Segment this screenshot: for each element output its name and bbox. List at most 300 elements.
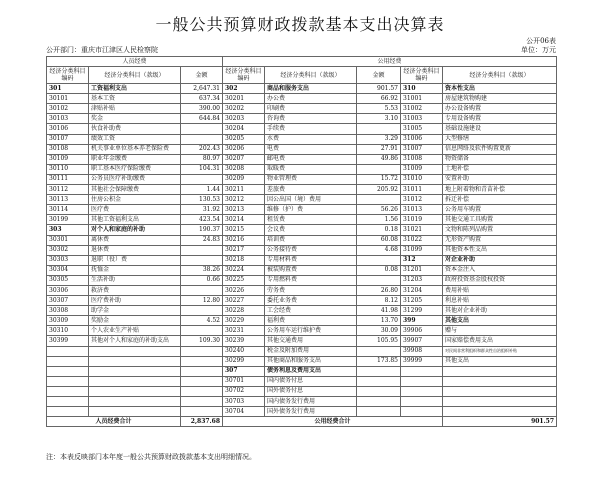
table-row [47, 285, 557, 295]
cell-amount: 109.30 [181, 336, 223, 346]
cell-name: 国内债务发行费用 [265, 397, 357, 407]
cell-name: 被装购置费 [265, 265, 357, 275]
table-row [47, 195, 557, 205]
table-row [47, 134, 557, 144]
cell-code: 30109 [47, 154, 89, 164]
cell-code [47, 366, 89, 376]
col-header-code: 经济分类科目编码 [401, 67, 443, 84]
cell-name: 物资储备 [443, 154, 557, 164]
cell-amount: 0.18 [357, 225, 401, 235]
cell-code: 30215 [223, 225, 265, 235]
cell-amount: 205.92 [357, 185, 401, 195]
cell-name: 土地补偿 [443, 164, 557, 174]
cell-name: 手续费 [265, 124, 357, 134]
cell-amount: 901.57 [357, 84, 401, 94]
cell-code: 30204 [223, 124, 265, 134]
col-header-name: 经济分类科目（款级） [443, 67, 557, 84]
cell-name: 专用设备购置 [443, 114, 557, 124]
cell-code [401, 386, 443, 396]
cell-name: 基本工资 [89, 94, 181, 104]
col-header-name: 经济分类科目（款级） [89, 67, 181, 84]
cell-amount: 12.80 [181, 296, 223, 306]
cell-name: 租赁费 [265, 215, 357, 225]
cell-name [443, 397, 557, 407]
cell-name: 助学金 [89, 306, 181, 316]
cell-name: 住房公积金 [89, 195, 181, 205]
cell-amount [357, 346, 401, 356]
cell-code: 30103 [47, 114, 89, 124]
cell-code: 30231 [223, 326, 265, 336]
table-row [47, 356, 557, 366]
table-row [47, 154, 557, 164]
cell-name: 咨询费 [265, 114, 357, 124]
table-row [47, 215, 557, 225]
cell-name: 维修（护）费 [265, 205, 357, 215]
table-row [47, 94, 557, 104]
table-row [47, 346, 557, 356]
cell-name: 福利费 [265, 316, 357, 326]
table-row [47, 265, 557, 275]
cell-name: 会议费 [265, 225, 357, 235]
cell-amount: 1.44 [181, 185, 223, 195]
cell-code: 31022 [401, 235, 443, 245]
cell-amount [357, 195, 401, 205]
cell-name: 工资福利支出 [89, 84, 181, 94]
cell-name [89, 366, 181, 376]
cell-name: 房屋建筑物购建 [443, 94, 557, 104]
cell-code: 30240 [223, 346, 265, 356]
cell-code: 399 [401, 316, 443, 326]
cell-name [89, 346, 181, 356]
cell-amount: 49.86 [357, 154, 401, 164]
cell-name: 公务接待费 [265, 245, 357, 255]
cell-code: 30229 [223, 316, 265, 326]
cell-amount [357, 124, 401, 134]
cell-name: 国内债务付息 [265, 376, 357, 386]
cell-code: 30307 [47, 296, 89, 306]
cell-name: 对个人和家庭的补助 [89, 225, 181, 235]
cell-code: 31003 [401, 114, 443, 124]
cell-name: 拆迁补偿 [443, 195, 557, 205]
cell-code: 307 [223, 366, 265, 376]
cell-code [47, 356, 89, 366]
cell-name: 其他资本性支出 [443, 245, 557, 255]
cell-name: 其他交通费用 [265, 336, 357, 346]
cell-amount: 173.85 [357, 356, 401, 366]
cell-name: 救济费 [89, 285, 181, 295]
cell-name: 地上附着物和青苗补偿 [443, 185, 557, 195]
cell-code: 31001 [401, 94, 443, 104]
col-header-code: 经济分类科目编码 [223, 67, 265, 84]
cell-name: 离休费 [89, 235, 181, 245]
cell-amount: 130.53 [181, 195, 223, 205]
cell-code: 30114 [47, 205, 89, 215]
cell-amount: 31.92 [181, 205, 223, 215]
cell-name: 国外债务付息 [265, 386, 357, 396]
cell-name: 奖励金 [89, 316, 181, 326]
public-section-header: 公用经费 [223, 57, 557, 67]
cell-amount [181, 306, 223, 316]
cell-code: 30107 [47, 134, 89, 144]
cell-code: 30108 [47, 144, 89, 154]
cell-name [89, 376, 181, 386]
cell-name: 无形资产购置 [443, 235, 557, 245]
cell-name: 利息补贴 [443, 296, 557, 306]
cell-name: 商品和服务支出 [265, 84, 357, 94]
cell-code: 30102 [47, 104, 89, 114]
cell-amount [181, 255, 223, 265]
cell-name: 对民间非营利组织和群众性自治组织补贴 [443, 346, 557, 356]
cell-amount: 24.83 [181, 235, 223, 245]
cell-amount [181, 134, 223, 144]
cell-code: 30214 [223, 215, 265, 225]
cell-amount [181, 397, 223, 407]
footnote: 注：本表反映部门本年度一般公共预算财政拨款基本支出明细情况。 [46, 453, 256, 461]
personnel-total-label: 人员经费合计 [47, 417, 181, 427]
table-row [47, 174, 557, 184]
cell-amount: 644.84 [181, 114, 223, 124]
cell-code: 31010 [401, 174, 443, 184]
cell-code: 30303 [47, 255, 89, 265]
cell-name: 费用补贴 [443, 285, 557, 295]
cell-amount: 637.34 [181, 94, 223, 104]
cell-amount [181, 346, 223, 356]
table-row [47, 407, 557, 417]
cell-code: 30111 [47, 174, 89, 184]
table-row [47, 84, 557, 94]
cell-amount [357, 376, 401, 386]
cell-amount: 8.12 [357, 296, 401, 306]
cell-code: 30702 [223, 386, 265, 396]
cell-code: 30703 [223, 397, 265, 407]
cell-code: 31012 [401, 195, 443, 205]
cell-name: 基础设施建设 [443, 124, 557, 134]
cell-code: 39906 [401, 326, 443, 336]
table-row [47, 225, 557, 235]
cell-name [443, 407, 557, 417]
cell-code: 39908 [401, 346, 443, 356]
cell-amount [181, 285, 223, 295]
cell-amount: 56.26 [357, 205, 401, 215]
department-label: 公开部门：重庆市江津区人民检察院 [46, 46, 158, 54]
cell-name [443, 366, 557, 376]
cell-code: 30306 [47, 285, 89, 295]
cell-name [89, 386, 181, 396]
cell-code: 30304 [47, 265, 89, 275]
cell-code: 30701 [223, 376, 265, 386]
cell-name: 因公出国（境）费用 [265, 195, 357, 205]
cell-name: 赠与 [443, 326, 557, 336]
cell-code: 30225 [223, 275, 265, 285]
personnel-total-value: 2,837.68 [181, 417, 223, 427]
cell-code: 30310 [47, 326, 89, 336]
cell-code: 303 [47, 225, 89, 235]
cell-code: 30106 [47, 124, 89, 134]
expenditure-table [46, 56, 557, 427]
cell-code: 30207 [223, 154, 265, 164]
cell-name: 政府投资基金股权投资 [443, 275, 557, 285]
totals-row [47, 417, 557, 427]
table-row [47, 245, 557, 255]
cell-amount: 3.10 [357, 114, 401, 124]
cell-name: 物业管理费 [265, 174, 357, 184]
cell-name [89, 397, 181, 407]
cell-name: 公务用车购置 [443, 205, 557, 215]
cell-code: 30216 [223, 235, 265, 245]
cell-amount: 390.00 [181, 104, 223, 114]
cell-code: 30113 [47, 195, 89, 205]
cell-amount: 80.97 [181, 154, 223, 164]
cell-amount: 4.68 [357, 245, 401, 255]
cell-name [443, 386, 557, 396]
cell-name: 印刷费 [265, 104, 357, 114]
cell-name: 工会经费 [265, 306, 357, 316]
cell-amount: 0.66 [181, 275, 223, 285]
table-row [47, 386, 557, 396]
cell-amount: 41.98 [357, 306, 401, 316]
cell-name: 奖金 [89, 114, 181, 124]
cell-name: 抚恤金 [89, 265, 181, 275]
cell-code: 31299 [401, 306, 443, 316]
cell-amount: 104.31 [181, 164, 223, 174]
cell-amount [181, 386, 223, 396]
cell-name: 职业年金缴费 [89, 154, 181, 164]
col-header-amount: 金额 [357, 67, 401, 84]
cell-amount [357, 366, 401, 376]
cell-name: 劳务费 [265, 285, 357, 295]
table-row [47, 124, 557, 134]
table-row [47, 306, 557, 316]
cell-code: 31201 [401, 265, 443, 275]
cell-name: 其他支出 [443, 356, 557, 366]
cell-code: 30101 [47, 94, 89, 104]
col-header-amount: 金额 [181, 67, 223, 84]
cell-code: 31011 [401, 185, 443, 195]
cell-name: 退职（役）费 [89, 255, 181, 265]
cell-code: 31008 [401, 154, 443, 164]
cell-amount [357, 386, 401, 396]
cell-amount: 190.37 [181, 225, 223, 235]
cell-code: 30213 [223, 205, 265, 215]
cell-name: 其他支出 [443, 316, 557, 326]
cell-code: 30201 [223, 94, 265, 104]
cell-amount [181, 174, 223, 184]
cell-name: 其他对企业补助 [443, 306, 557, 316]
public-total-label: 公用经费合计 [223, 417, 443, 427]
cell-code: 30205 [223, 134, 265, 144]
cell-name: 生活补助 [89, 275, 181, 285]
cell-code: 30305 [47, 275, 89, 285]
cell-name: 培训费 [265, 235, 357, 245]
cell-code: 31099 [401, 245, 443, 255]
cell-code: 30112 [47, 185, 89, 195]
cell-code [47, 376, 89, 386]
cell-amount: 66.92 [357, 94, 401, 104]
cell-name: 文物和陈列品购置 [443, 225, 557, 235]
cell-name: 大型修缮 [443, 134, 557, 144]
table-row [47, 275, 557, 285]
cell-amount: 1.56 [357, 215, 401, 225]
cell-name: 办公设备购置 [443, 104, 557, 114]
cell-code: 30228 [223, 306, 265, 316]
table-row [47, 255, 557, 265]
cell-name: 信息网络及软件购置更新 [443, 144, 557, 154]
cell-amount: 15.72 [357, 174, 401, 184]
cell-name: 债务利息及费用支出 [265, 366, 357, 376]
cell-code: 30224 [223, 265, 265, 275]
cell-amount [181, 245, 223, 255]
table-row [47, 316, 557, 326]
cell-code: 30217 [223, 245, 265, 255]
cell-code [47, 346, 89, 356]
cell-code: 30301 [47, 235, 89, 245]
cell-name: 个人农业生产补贴 [89, 326, 181, 336]
cell-name: 水费 [265, 134, 357, 144]
cell-name: 职工基本医疗保险缴费 [89, 164, 181, 174]
table-row [47, 397, 557, 407]
cell-name: 退休费 [89, 245, 181, 255]
cell-code [401, 376, 443, 386]
cell-amount: 3.29 [357, 134, 401, 144]
cell-code: 30704 [223, 407, 265, 417]
cell-name: 医疗费 [89, 205, 181, 215]
col-header-code: 经济分类科目编码 [47, 67, 89, 84]
cell-code: 30299 [223, 356, 265, 366]
cell-name: 资本性支出 [443, 84, 557, 94]
cell-code [401, 366, 443, 376]
table-row [47, 235, 557, 245]
cell-code: 30308 [47, 306, 89, 316]
cell-code: 310 [401, 84, 443, 94]
cell-amount: 423.54 [181, 215, 223, 225]
cell-code: 312 [401, 255, 443, 265]
cell-code: 30202 [223, 104, 265, 114]
cell-code: 301 [47, 84, 89, 94]
cell-code: 30309 [47, 316, 89, 326]
cell-name: 国外债务发行费用 [265, 407, 357, 417]
cell-name: 委托业务费 [265, 296, 357, 306]
cell-code: 30203 [223, 114, 265, 124]
cell-amount: 202.43 [181, 144, 223, 154]
cell-amount: 0.08 [357, 265, 401, 275]
cell-name: 电费 [265, 144, 357, 154]
cell-amount [181, 366, 223, 376]
cell-amount [181, 407, 223, 417]
cell-name: 邮电费 [265, 154, 357, 164]
cell-code: 30302 [47, 245, 89, 255]
cell-code: 302 [223, 84, 265, 94]
cell-name: 国家赔偿费用支出 [443, 336, 557, 346]
cell-code: 39907 [401, 336, 443, 346]
cell-code [47, 397, 89, 407]
cell-name: 取暖费 [265, 164, 357, 174]
cell-name: 差旅费 [265, 185, 357, 195]
cell-amount [357, 255, 401, 265]
cell-code [401, 397, 443, 407]
cell-name: 其他交通工具购置 [443, 215, 557, 225]
table-row [47, 366, 557, 376]
cell-code: 31203 [401, 275, 443, 285]
col-header-name: 经济分类科目（款级） [265, 67, 357, 84]
personnel-section-header: 人员经费 [47, 57, 223, 67]
table-row [47, 114, 557, 124]
cell-name: 其他工资福利支出 [89, 215, 181, 225]
page-title: 一般公共预算财政拨款基本支出决算表 [155, 15, 445, 34]
cell-code: 30199 [47, 215, 89, 225]
cell-code: 31019 [401, 215, 443, 225]
table-row [47, 104, 557, 114]
cell-name: 津贴补贴 [89, 104, 181, 114]
cell-name: 伙食补助费 [89, 124, 181, 134]
cell-amount: 4.52 [181, 316, 223, 326]
table-row [47, 144, 557, 154]
table-row [47, 164, 557, 174]
public-total-value: 901.57 [443, 417, 557, 427]
cell-code: 31005 [401, 124, 443, 134]
cell-name: 税金及附加费用 [265, 346, 357, 356]
cell-code [47, 386, 89, 396]
cell-name: 专用燃料费 [265, 275, 357, 285]
cell-amount: 26.80 [357, 285, 401, 295]
cell-amount: 27.91 [357, 144, 401, 154]
cell-amount: 38.26 [181, 265, 223, 275]
cell-name [89, 407, 181, 417]
cell-code: 30206 [223, 144, 265, 154]
cell-name: 其他社会保障缴费 [89, 185, 181, 195]
table-row [47, 336, 557, 346]
cell-code [401, 407, 443, 417]
cell-name: 其他商品和服务支出 [265, 356, 357, 366]
cell-name: 机关事业单位基本养老保险费 [89, 144, 181, 154]
cell-name: 医疗费补助 [89, 296, 181, 306]
cell-code: 30208 [223, 164, 265, 174]
cell-name: 对企业补助 [443, 255, 557, 265]
cell-code: 30212 [223, 195, 265, 205]
table-row [47, 376, 557, 386]
table-row [47, 326, 557, 336]
cell-code: 31021 [401, 225, 443, 235]
cell-code: 30209 [223, 174, 265, 184]
cell-name: 安置补助 [443, 174, 557, 184]
form-code: 公开06表 [526, 37, 556, 45]
cell-code: 30399 [47, 336, 89, 346]
cell-amount: 2,647.31 [181, 84, 223, 94]
cell-amount: 105.95 [357, 336, 401, 346]
cell-code: 30218 [223, 255, 265, 265]
cell-name: 绩效工资 [89, 134, 181, 144]
cell-amount [357, 397, 401, 407]
cell-name: 专用材料费 [265, 255, 357, 265]
table-row [47, 185, 557, 195]
cell-code: 31002 [401, 104, 443, 114]
table-row [47, 205, 557, 215]
cell-amount [357, 407, 401, 417]
cell-amount [357, 164, 401, 174]
cell-code: 31205 [401, 296, 443, 306]
cell-amount [181, 124, 223, 134]
cell-code: 30227 [223, 296, 265, 306]
cell-code [47, 407, 89, 417]
cell-amount [181, 356, 223, 366]
cell-amount: 60.08 [357, 235, 401, 245]
cell-amount: 13.70 [357, 316, 401, 326]
cell-name: 公务用车运行维护费 [265, 326, 357, 336]
unit-label: 单位：万元 [521, 46, 556, 54]
cell-name [443, 376, 557, 386]
table-row [47, 296, 557, 306]
cell-code: 30110 [47, 164, 89, 174]
cell-code: 30226 [223, 285, 265, 295]
